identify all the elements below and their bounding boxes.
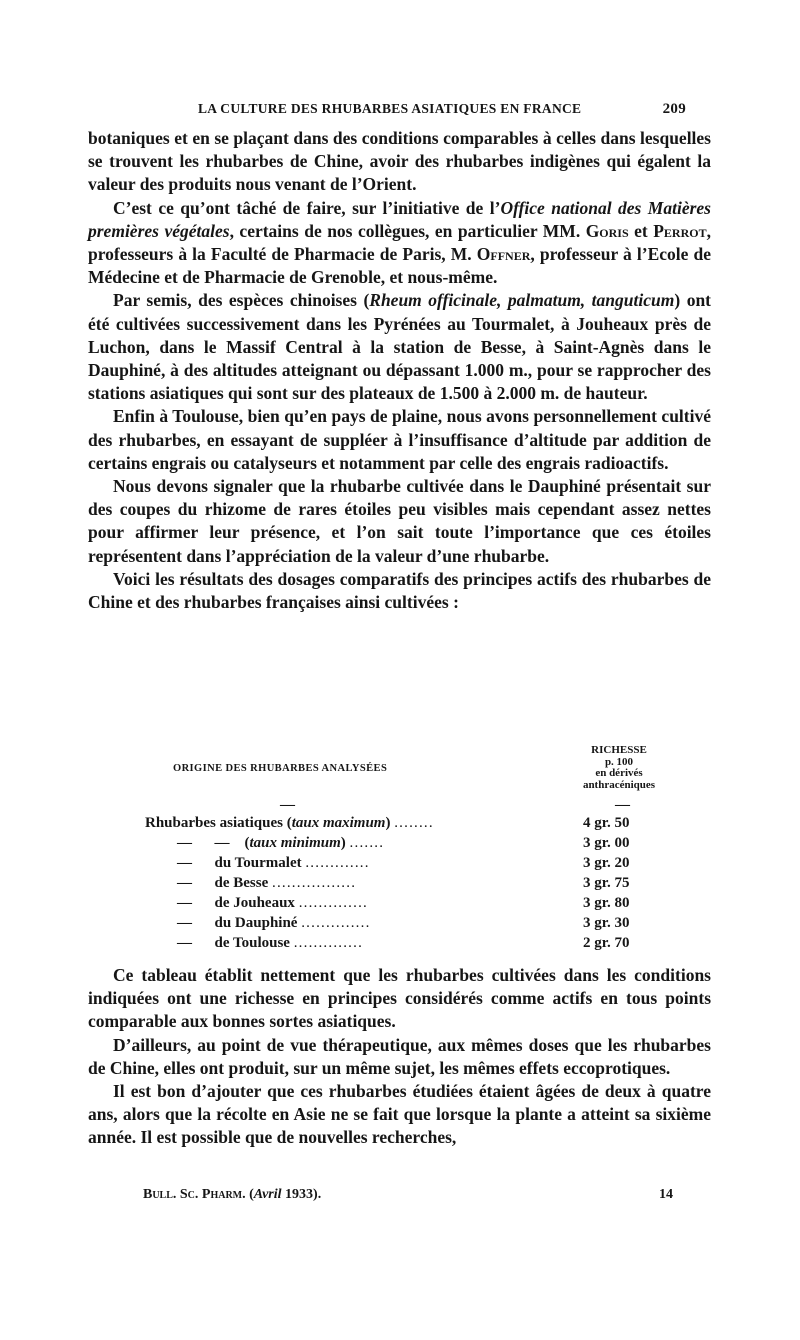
row-prefix: — de Toulouse (177, 935, 290, 951)
row-value: 3 gr. 80 (583, 895, 630, 911)
row-prefix: — de Besse (177, 875, 269, 891)
row-value: 4 gr. 50 (583, 815, 630, 831)
table-body (145, 815, 680, 955)
row-value: 2 gr. 70 (583, 935, 630, 951)
leader-dots: .............. (298, 895, 368, 911)
paragraph-1 (88, 127, 711, 197)
row-prefix: — du Dauphiné (177, 915, 298, 931)
body-text (88, 127, 711, 614)
row-label (177, 835, 384, 852)
paragraph-8-text: D’ailleurs, au point de vue thérapeutique, aux mêmes doses que les rhubarbes de Chine, elles ont produit, sur un même sujet, les mêmes effets eccoprotiques. (88, 1034, 711, 1078)
paragraph-6-text: Voici les résultats des dosages comparatifs des principes actifs des rhubarbes de Chine et des rhubarbes françaises ainsi cultivées : (88, 568, 711, 613)
paragraph-4-text: Enfin à Toulouse, bien qu’en pays de plaine, nous avons personnellement cultivé des rhubarbes, en essayant de suppléer à l’insuffisance d’altitude par addition de certains engrais ou catalyseurs et notamment par celle des engrais radioactifs. (88, 406, 711, 473)
row-prefix: Rhubarbes asiatiques ( (145, 815, 292, 831)
results-table (145, 745, 680, 960)
table-row (145, 915, 680, 935)
row-suffix: ) (385, 815, 391, 831)
paragraph-2-text-d: , professeurs à la Faculté de Pharmacie de Paris, M. (88, 220, 711, 265)
leader-dots: ............. (305, 855, 370, 871)
paragraph-8 (88, 1034, 711, 1080)
row-value: 3 gr. 20 (583, 855, 630, 871)
table-row (145, 875, 680, 895)
table-row (145, 895, 680, 915)
table-header-origin: ORIGINE DES RHUBARBES ANALYSÉES (173, 763, 388, 774)
row-label (177, 855, 370, 872)
paragraph-3 (88, 289, 711, 405)
row-label (177, 875, 356, 892)
table-row (145, 835, 680, 855)
row-value: 3 gr. 30 (583, 915, 630, 931)
table-header-richesse (560, 745, 678, 791)
journal-name: Bull. Sc. Pharm. ( (143, 1187, 254, 1202)
journal-month: Avril (253, 1187, 282, 1202)
paragraph-1-text: botaniques et en se plaçant dans des conditions comparables à celles dans lesquelles se trouvent les rhubarbes de Chine, avoir des rhubarbes indigènes qui égalent la valeur des produits nous venant de l’Orient. (88, 128, 711, 195)
paragraph-3-text-b: ) ont été cultivées successivement dans les Pyrénées au Tourmalet, à Jouheaux près de Luchon, dans le Massif Central à la station de Besse, à Saint-Agnès dans le Dauphiné, à des altitudes atteignant ou dépassant 1.000 m., pour se rapprocher des stations asiatiques qui sont sur des plateaux de 1.500 à 2.000 m. de hauteur. (88, 290, 712, 404)
row-prefix: — de Jouheaux (177, 895, 295, 911)
row-label-italic: taux minimum (249, 835, 341, 851)
running-header (198, 101, 686, 121)
paragraph-2-text-c: et (628, 220, 654, 241)
office-name: Office national des Matières premières végétales (88, 197, 711, 241)
journal-citation (143, 1187, 321, 1202)
paragraph-2 (88, 197, 711, 290)
name-offner: Offner (476, 244, 531, 265)
paragraph-2-text-b: , certains de nos collègues, en particulier MM. (229, 220, 586, 241)
table-row (145, 855, 680, 875)
paragraph-5 (88, 475, 711, 568)
paragraph-9-text: Il est bon d’ajouter que ces rhubarbes étudiées étaient âgées de deux à quatre ans, alors que la récolte en Asie ne se fait que lorsque la plante a atteint sa sixième année. Il est possible que de nouvelles recherches, (88, 1081, 711, 1148)
paragraph-7 (88, 964, 711, 1034)
journal-year: 1933). (281, 1187, 322, 1202)
leader-dots: .............. (293, 935, 364, 951)
row-label (177, 895, 368, 912)
paragraph-7-text: Ce tableau établit nettement que les rhubarbes cultivées dans les conditions indiquées ont une richesse en principes considérés comme actifs en tous points comparable aux bonnes sortes asiatiques. (88, 965, 711, 1032)
running-title: LA CULTURE DES RHUBARBES ASIATIQUES EN FRANCE (198, 101, 582, 116)
paragraph-9 (88, 1080, 711, 1150)
paragraph-2-text-e: , professeur à l’Ecole de Médecine et de Pharmacie de Grenoble, et nous-même. (88, 244, 712, 288)
species-names: Rheum officinale, palmatum, tanguticum (369, 290, 675, 311)
paragraph-5-text: Nous devons signaler que la rhubarbe cultivée dans le Dauphiné présentait sur des coupes du rhizome de rares étoiles peu visibles mais cependant assez nettes pour affirmer leur présence, et l’on sait toute l’importance que ces étoiles représentent dans l’appréciation de la valeur d’une rhubarbe. (88, 476, 711, 566)
name-perrot: Perrot (653, 220, 707, 241)
paragraph-4 (88, 405, 711, 475)
row-value: 3 gr. 75 (583, 875, 630, 891)
paragraph-6 (88, 568, 711, 614)
header-rule-left: — (280, 797, 295, 813)
leader-dots: .............. (301, 915, 371, 931)
table-row (145, 815, 680, 835)
row-value: 3 gr. 00 (583, 835, 630, 851)
row-prefix: — du Tourmalet (177, 855, 302, 871)
body-text-continued (88, 964, 711, 1150)
paragraph-2-text-a: C’est ce qu’ont tâché de faire, sur l’initiative de l’ (113, 197, 501, 218)
row-suffix: ) (340, 835, 346, 851)
richesse-header-line-1: RICHESSE (591, 744, 647, 756)
row-label (177, 935, 363, 952)
richesse-header-line-4: anthracéniques (582, 778, 656, 791)
leader-dots: ........ (394, 815, 434, 831)
richesse-header-line-3: en dérivés (595, 767, 643, 779)
signature-number: 14 (659, 1187, 673, 1202)
row-label-italic: taux maximum (291, 815, 386, 831)
name-goris: Goris (585, 220, 629, 241)
row-prefix: — — ( (177, 835, 250, 851)
richesse-header-line-2: p. 100 (604, 755, 634, 768)
row-label (145, 815, 434, 832)
page-number: 209 (662, 101, 686, 117)
footer (143, 1187, 673, 1203)
table-row (145, 935, 680, 955)
leader-dots: ....... (349, 835, 385, 851)
leader-dots: ................. (272, 875, 357, 891)
paragraph-3-text-a: Par semis, des espèces chinoises ( (113, 290, 370, 311)
row-label (177, 915, 371, 932)
header-rule-right: — (615, 797, 630, 813)
